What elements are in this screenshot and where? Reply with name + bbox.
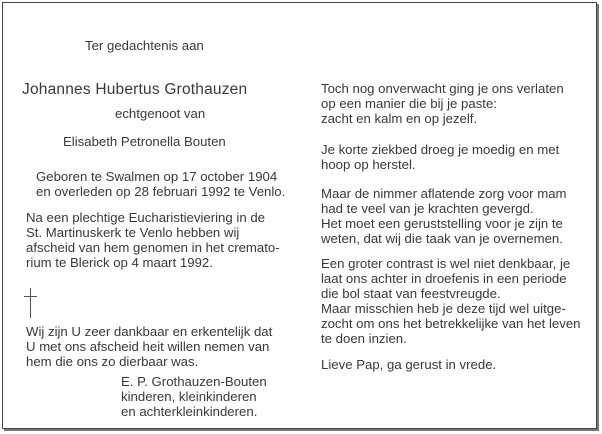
poem-line: op een manier die bij je paste:: [321, 96, 497, 111]
service-line: St. Martinuskerk te Venlo hebben wij: [26, 225, 240, 240]
poem-line: Maar misschien heb je deze tijd wel uitge-: [321, 301, 566, 316]
poem-stanza: [321, 81, 564, 126]
poem-line: hoop op herstel.: [321, 157, 416, 172]
relation-text: echtgenoot van: [115, 106, 206, 121]
thanks-line: U met ons afscheid heit willen nemen van: [26, 339, 270, 354]
service-line: Na een plechtige Eucharistieviering in de: [26, 210, 265, 225]
poem-stanza: [321, 142, 559, 172]
thanks-line: Wij zijn U zeer dankbaar en erkentelijk dat: [26, 324, 273, 339]
poem-line: Het moet een geruststelling voor je zijn te: [321, 216, 563, 231]
poem-line: die bol staat van feestvreugde.: [321, 286, 501, 301]
poem-line: had te veel van je krachten gevergd.: [321, 201, 534, 216]
poem-line: Lieve Pap, ga gerust in vrede.: [321, 357, 497, 372]
service-line: afscheid van hem genomen in het cremato-: [26, 240, 280, 255]
thanks-block: [26, 324, 272, 369]
poem-line: Toch nog onverwacht ging je ons verlaten: [321, 81, 564, 96]
poem-line: Je korte ziekbed droeg je moedig en met: [321, 142, 560, 157]
birth-line: Geboren te Swalmen op 17 october 1904: [36, 169, 278, 184]
poem-stanza: [321, 186, 567, 246]
signature-line: E. P. Grothauzen-Bouten: [121, 374, 267, 389]
cross-icon: [24, 288, 37, 318]
poem-stanza: [321, 256, 581, 346]
death-line: en overleden op 28 februari 1992 te Venlo.: [36, 184, 286, 199]
signature-line: en achterkleinkinderen.: [121, 404, 258, 419]
birth-death-block: [36, 169, 285, 199]
poem-line: laat ons achter in droefenis in een periode: [321, 271, 567, 286]
poem-line: Maar de nimmer aflatende zorg voor mam: [321, 186, 567, 201]
poem-line: zacht en kalm en op jezelf.: [321, 111, 478, 126]
poem-line: zocht om ons het betrekkelijke van het leven: [321, 316, 581, 331]
signature-block: [121, 374, 267, 419]
thanks-line: hem die ons zo dierbaar was.: [26, 354, 199, 369]
memorial-card: [2, 2, 597, 429]
heading: Ter gedachtenis aan: [85, 38, 204, 53]
poem-stanza: [321, 357, 496, 372]
poem-line: Een groter contrast is wel niet denkbaar, je: [321, 256, 571, 271]
poem-line: te doen inzien.: [321, 331, 407, 346]
spouse-name: Elisabeth Petronella Bouten: [63, 134, 226, 149]
poem-line: weten, dat wij die taak van je overnemen.: [321, 231, 563, 246]
signature-line: kinderen, kleinkinderen: [121, 389, 257, 404]
service-line: rium te Blerick op 4 maart 1992.: [26, 255, 213, 270]
deceased-name: Johannes Hubertus Grothauzen: [22, 81, 248, 98]
service-block: [26, 210, 280, 270]
